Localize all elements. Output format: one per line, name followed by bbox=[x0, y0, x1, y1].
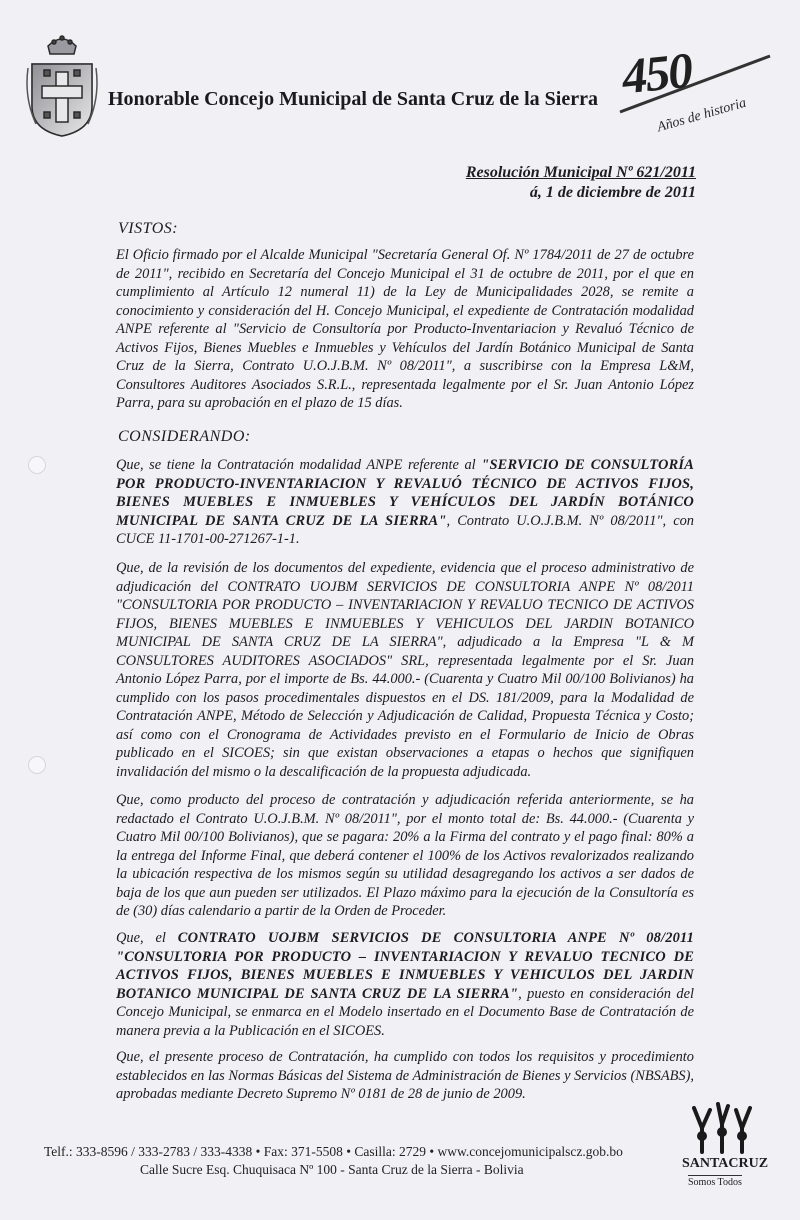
logo-tagline: Somos Todos bbox=[688, 1177, 742, 1188]
anniversary-number: 450 bbox=[619, 41, 694, 105]
santa-cruz-logo bbox=[680, 1098, 769, 1194]
anniversary-text: Años de historia bbox=[655, 95, 748, 136]
footer-contact: Telf.: 333-8596 / 333-2783 / 333-4338 • Fax: 371-5508 • Casilla: 2729 • www.concejomunicipalscz.gob.bo bbox=[44, 1144, 623, 1159]
p1-service-title: "SERVICIO DE CONSULTORÍA POR PRODUCTO-INVENTARIACION Y REVALUÓ TÉCNICO DE ACTIVOS FIJOS, BIENES MUEBLES E INMUEBLES Y VEHÍCULOS DEL JARDÍN BOTÁNICO MUNICIPAL DE SANTA CRUZ DE LA SIERRA" bbox=[116, 457, 694, 529]
footer-address: Calle Sucre Esq. Chuquisaca Nº 100 - Santa Cruz de la Sierra - Bolivia bbox=[140, 1162, 524, 1177]
p1-contract: , Contrato U.O.J.B.M. Nº 08/2011", con CUCE 11-1701-00-271267-1-1. bbox=[116, 512, 694, 547]
p1-intro: Que, se tiene la Contratación modalidad ANPE referente al bbox=[116, 457, 482, 473]
considerando-paragraph-3: Que, como producto del proceso de contratación y adjudicación referida anteriormente, se ha redactado el Contrato U.O.J.B.M. Nº 08/2011", por el monto total de: Bs. 44.000.- (Cuarenta y Cuatro Mil 00/100 Bolivianos), que se pagara: 20% a la Firma del contrato y el pago final: 80% a la entrega del Informe Final, que deberá contener el 100% de los Activos revalorizados realizando la ubicación respectiva de los mismos según su utilidad desagregando los activos a ser dados de baja de los que aun pueden ser utilizados. El Plazo máximo para la ejecución de la Consultoría es de (30) días calendario a partir de la Orden de Proceder. bbox=[116, 792, 694, 919]
considerando-paragraph-4 bbox=[116, 929, 694, 1040]
vistos-paragraph: El Oficio firmado por el Alcalde Municipal "Secretaría General Of. Nº 1784/2011 de 27 de octubre de 2011", recibido en Secretaría del Concejo Municipal el 31 de octubre de 2011, por el que en cumplimiento al Artículo 12 numeral 11) de la Ley de Municipalidades 2028, se remite a conocimiento y consideración del H. Concejo Municipal, el expediente de Contratación modalidad ANPE referente al "Servicio de Consultoría por Producto-Inventariacion y Revaluó Técnico de Activos Fijos, Bienes Muebles e Inmuebles y Vehículos del Jardín Botánico Municipal de Santa Cruz de la Sierra, Contrato U.O.J.B.M. Nº 08/2011", a suscribirse con la Empresa L&M, Consultores Auditores Asociados S.R.L., representada legalmente por el Sr. Juan Antonio López Parra, para su aprobación en el plazo de 15 días. bbox=[116, 247, 694, 411]
punch-hole bbox=[28, 456, 46, 474]
considerando-paragraph-5: Que, el presente proceso de Contratación, ha cumplido con todos los requisitos y procedimiento establecidos en las Normas Básicas del Sistema de Administración de Bienes y Servicios (NBSABS), aprobadas mediante Decreto Supremo Nº 0181 de 28 de junio de 2009. bbox=[116, 1049, 694, 1102]
considerando-paragraph-1 bbox=[116, 456, 694, 549]
vistos-heading: VISTOS: bbox=[118, 220, 179, 237]
considerando-paragraph-2: Que, de la revisión de los documentos del expediente, evidencia que el proceso administrativo de adjudicación del CONTRATO UOJBM SERVICIOS DE CONSULTORIA ANPE Nº 08/2011 "CONSULTORIA POR PRODUCTO – INVENTARIACION Y REVALUO TECNICO DE ACTIVOS FIJOS, BIENES MUEBLES E INMUEBLES Y VEHICULOS DEL JARDIN BOTANICO MUNICIPAL DE SANTA CRUZ DE LA SIERRA", adjudicado a la Empresa "L & M CONSULTORES AUDITORES ASOCIADOS" SRL, representada legalmente por el Sr. Juan Antonio López Parra, por el importe de Bs. 44.000.- (Cuarenta y Cuatro Mil 00/100 Bolivianos) ha cumplido con los pasos procedimentales dispuestos en el DS. 181/2009, para la Modalidad de Contratación ANPE, Método de Selección y Adjudicación de Calidad, Propuesta Técnica y Costo; así como con el Cronograma de Actividades previsto en el Formulario de Inicio de Obras publicado en el SICOES; sin que existan observaciones a etapas o hechos que signifiquen invalidación del mismo o la descalificación de la propuesta adjudicada. bbox=[116, 560, 694, 780]
coat-of-arms-icon bbox=[26, 28, 98, 138]
raised-hands-icon bbox=[680, 1098, 764, 1156]
anniversary-logo bbox=[612, 42, 780, 142]
logo-word: SANTACRUZ bbox=[682, 1156, 769, 1171]
resolution-number: Resolución Municipal Nº 621/2011 bbox=[465, 164, 696, 181]
punch-hole bbox=[28, 756, 46, 774]
council-name: Honorable Concejo Municipal de Santa Cruz de la Sierra bbox=[108, 88, 598, 110]
p4-rest: , puesto en consideración del Concejo Municipal, se enmarca en el Modelo insertado en el Documento Base de Contratación de manera previa a la Publicación en el SICOES. bbox=[116, 985, 694, 1039]
considerando-heading: CONSIDERANDO: bbox=[118, 428, 251, 445]
p4-contract-title: CONTRATO UOJBM SERVICIOS DE CONSULTORIA ANPE Nº 08/2011 "CONSULTORIA POR PRODUCTO – INVENTARIACION Y REVALUO TECNICO DE ACTIVOS FIJOS, BIENES MUEBLES E INMUEBLES Y VEHICULOS DEL JARDIN BOTANICO MUNICIPAL DE SANTA CRUZ DE LA SIERRA" bbox=[116, 930, 694, 1002]
p4-intro: Que, el bbox=[116, 930, 178, 946]
resolution-date: á, 1 de diciembre de 2011 bbox=[529, 184, 696, 201]
